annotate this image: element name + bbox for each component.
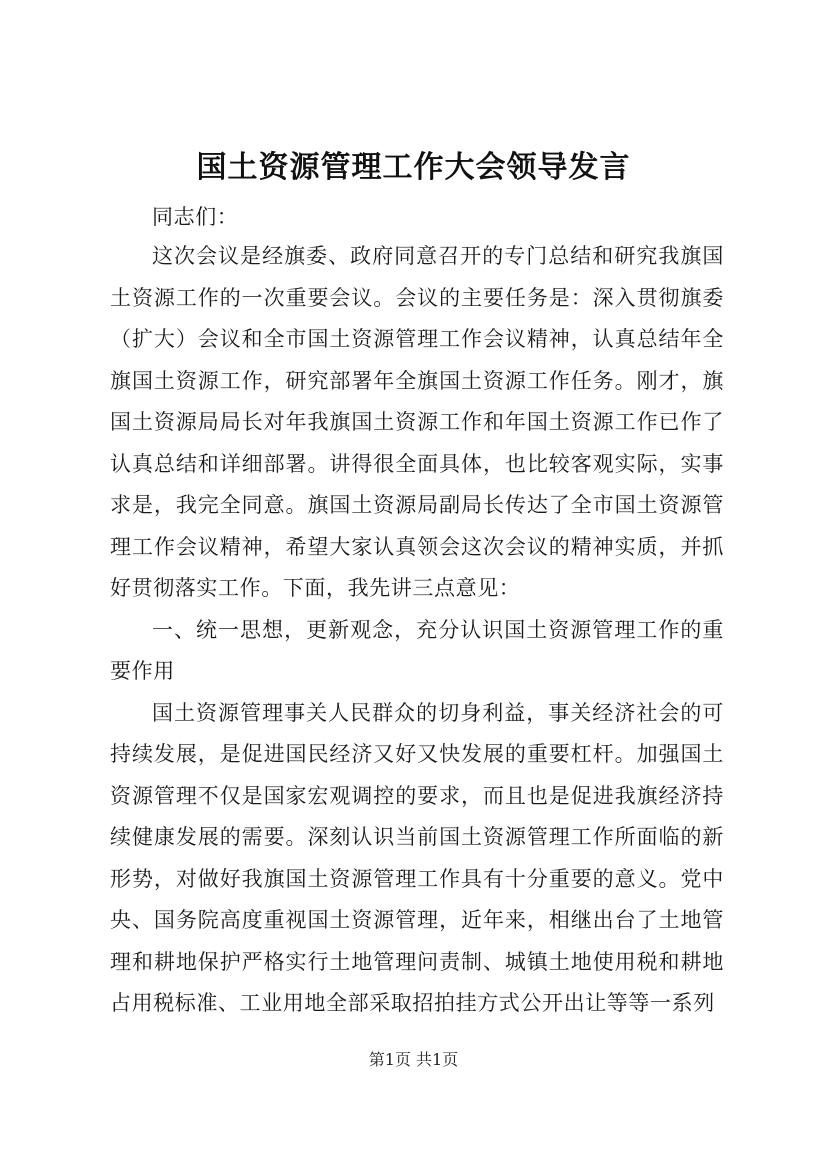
- paragraph-opening: 这次会议是经旗委、政府同意召开的专门总结和研究我旗国土资源工作的一次重要会议。会议的主要任务是：深入贯彻旗委（扩大）会议和全市国土资源管理工作会议精神，认真总结年全旗国土资源工作，研究部署年全旗国土资源工作任务。刚才，旗国土资源局局长对年我旗国土资源工作和年国土资源工作已作了认真总结和详细部署。讲得很全面具体，也比较客观实际，实事求是，我完全同意。旗国土资源局副局长传达了全市国土资源管理工作会议精神，希望大家认真领会这次会议的精神实质，并抓好贯彻落实工作。下面，我先讲三点意见：: [110, 244, 724, 600]
- paragraph-importance: 国土资源管理事关人民群众的切身利益，事关经济社会的可持续发展，是促进国民经济又好又快发展的重要杠杆。加强国土资源管理不仅是国家宏观调控的要求，而且也是促进我旗经济持续健康发展的需要。深刻认识当前国土资源管理工作所面临的新形势，对做好我旗国土资源管理工作具有十分重要的意义。党中央、国务院高度重视国土资源管理，近年来，相继出台了土地管理和耕地保护严格实行土地管理问责制、城镇土地使用税和耕地占用税标准、工业用地全部采取招拍挂方式公开出让等等一系列: [110, 700, 724, 1015]
- salutation: 同志们：: [152, 205, 239, 229]
- document-body: [110, 198, 724, 1025]
- section-heading-one: 一、统一思想，更新观念，充分认识国土资源管理工作的重要作用: [110, 617, 724, 683]
- page-footer: 第1页 共1页: [368, 1050, 459, 1069]
- document-title: 国土资源管理工作大会领导发言: [196, 150, 631, 185]
